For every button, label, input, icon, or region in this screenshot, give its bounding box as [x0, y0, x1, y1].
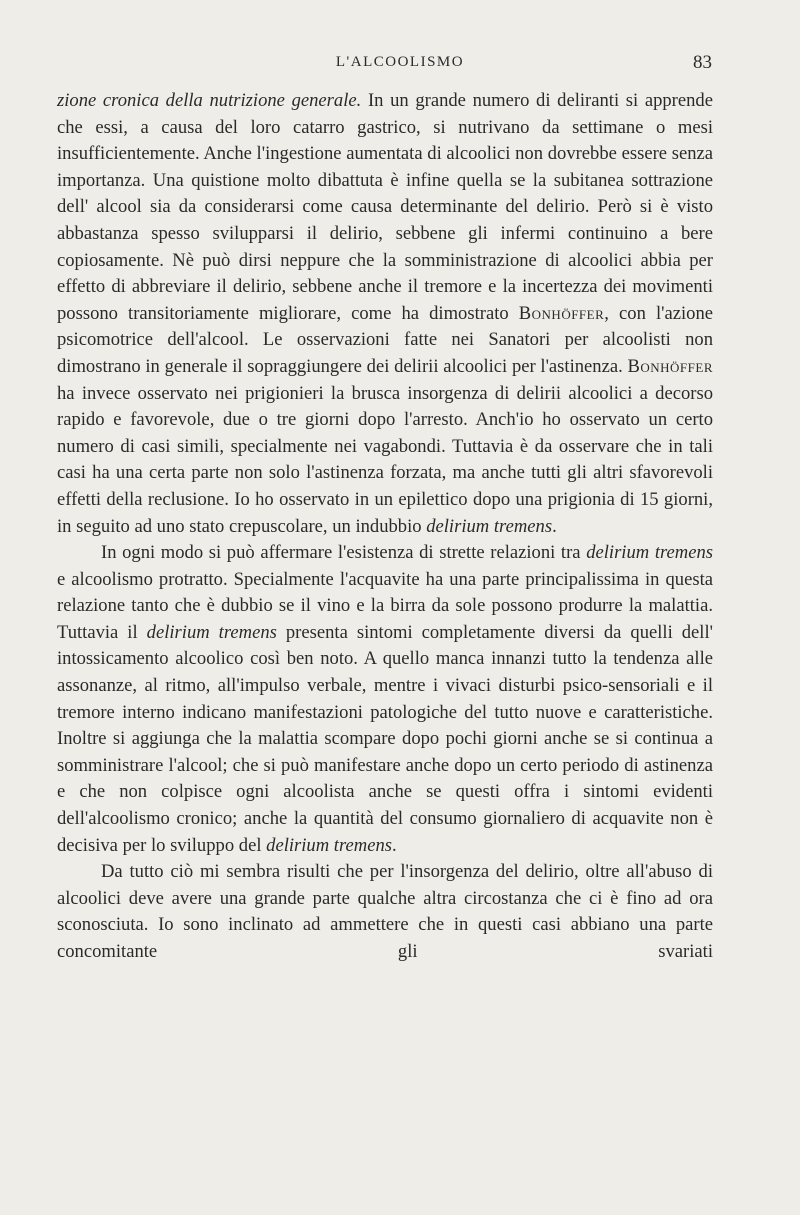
page-body: [57, 88, 713, 966]
text-run: In ogni modo si può affermare l'esistenza di strette relazioni tra: [101, 542, 587, 564]
paragraph-1: [57, 88, 713, 540]
author-name: Bonhöffer: [518, 302, 605, 324]
text-run: In un grande numero di deliranti si apprende che essi, a causa del loro catarro gastrico, si nutrivano da settimane o mesi insufficientemente. Anche l'ingestione aumentata di alcoolici non dovrebbe essere senza importanza. Una quistione molto dibattuta è infine quella se la subitanea sottrazione dell' alcool sia da considerarsi come causa determinante del delirio. Però si è visto abbastanza spesso svilupparsi il delirio, sebbene gli infermi continuino a bere copiosamente. Nè può dirsi neppure che la somministrazione di alcoolici abbia per effetto di abbreviare il delirio, sebbene anche il tremore e la incertezza dei movimenti possono transitoriamente migliorare, come ha dimostrato: [57, 90, 713, 324]
italic-term: delirium tremens: [586, 542, 714, 564]
text-run: , con l'azione psicomotrice dell'alcool. Le osservazioni fatte nei Sanatori per alcoolisti non dimostrano in generale il sopraggiungere dei delirii alcoolici per l'astinenza.: [57, 302, 713, 377]
text-run: .: [391, 834, 397, 856]
paragraph-3: [57, 859, 713, 965]
page-header: [0, 52, 800, 82]
text-run: e alcoolismo protratto. Specialmente l'acquavite ha una parte principalissima in questa relazione tanto che è dubbio se il vino e la birra da sole possono produrre la malattia. Tuttavia il: [57, 568, 713, 643]
italic-term: zione cronica della nutrizione generale.: [57, 90, 362, 111]
text-run: Da tutto ciò mi sembra risulti che per l'insorgenza del delirio, oltre all'abuso di alcoolici deve avere una grande parte qualche altra circostanza che ci è fino ad ora sconosciuta. Io sono inclinato ad ammettere che in questi casi abbiano una parte concomitante gli svariati: [57, 861, 713, 962]
author-name: Bonhöffer: [627, 355, 713, 377]
italic-term: delirium tremens: [146, 621, 277, 643]
italic-term: delirium tremens: [266, 834, 392, 856]
italic-term: delirium tremens: [426, 515, 553, 537]
text-run: .: [552, 515, 557, 537]
paragraph-2: [57, 540, 713, 859]
running-title: L'ALCOOLISMO: [335, 54, 465, 70]
text-run: presenta sintomi completamente diversi da quelli dell' intossicamento alcoolico così ben noto. A quello manca innanzi tutto la tendenza alle assonanze, al ritmo, all'impulso verbale, mentre i vivaci disturbi psico-sensoriali e il tremore interno indicano manifestazioni patologiche del tutto nuove e caratteristiche. Inoltre si aggiunga che la malattia scompare dopo pochi giorni anche se si continua a somministrare l'alcool; che si può manifestare anche dopo un certo periodo di astinenza e che non colpisce ogni alcoolista anche se questi offra i sintomi evidenti dell'alcoolismo cronico; anche la quantità del consumo giornaliero di acquavite non è decisiva per lo sviluppo del: [57, 621, 713, 856]
page-number: 83: [693, 52, 712, 73]
text-run: ha invece osservato nei prigionieri la brusca insorgenza di delirii alcoolici a decorso rapido e favorevole, due o tre giorni dopo l'arresto. Anch'io ho osservato un certo numero di casi simili, specialmente nei vagabondi. Tuttavia è da osservare che in tali casi ha una certa parte non solo l'astinenza forzata, ma anche tutti gli altri sfavorevoli effetti della reclusione. Io ho osservato in un epilettico dopo una prigionia di 15 giorni, in seguito ad uno stato crepuscolare, un indubbio: [57, 382, 713, 537]
